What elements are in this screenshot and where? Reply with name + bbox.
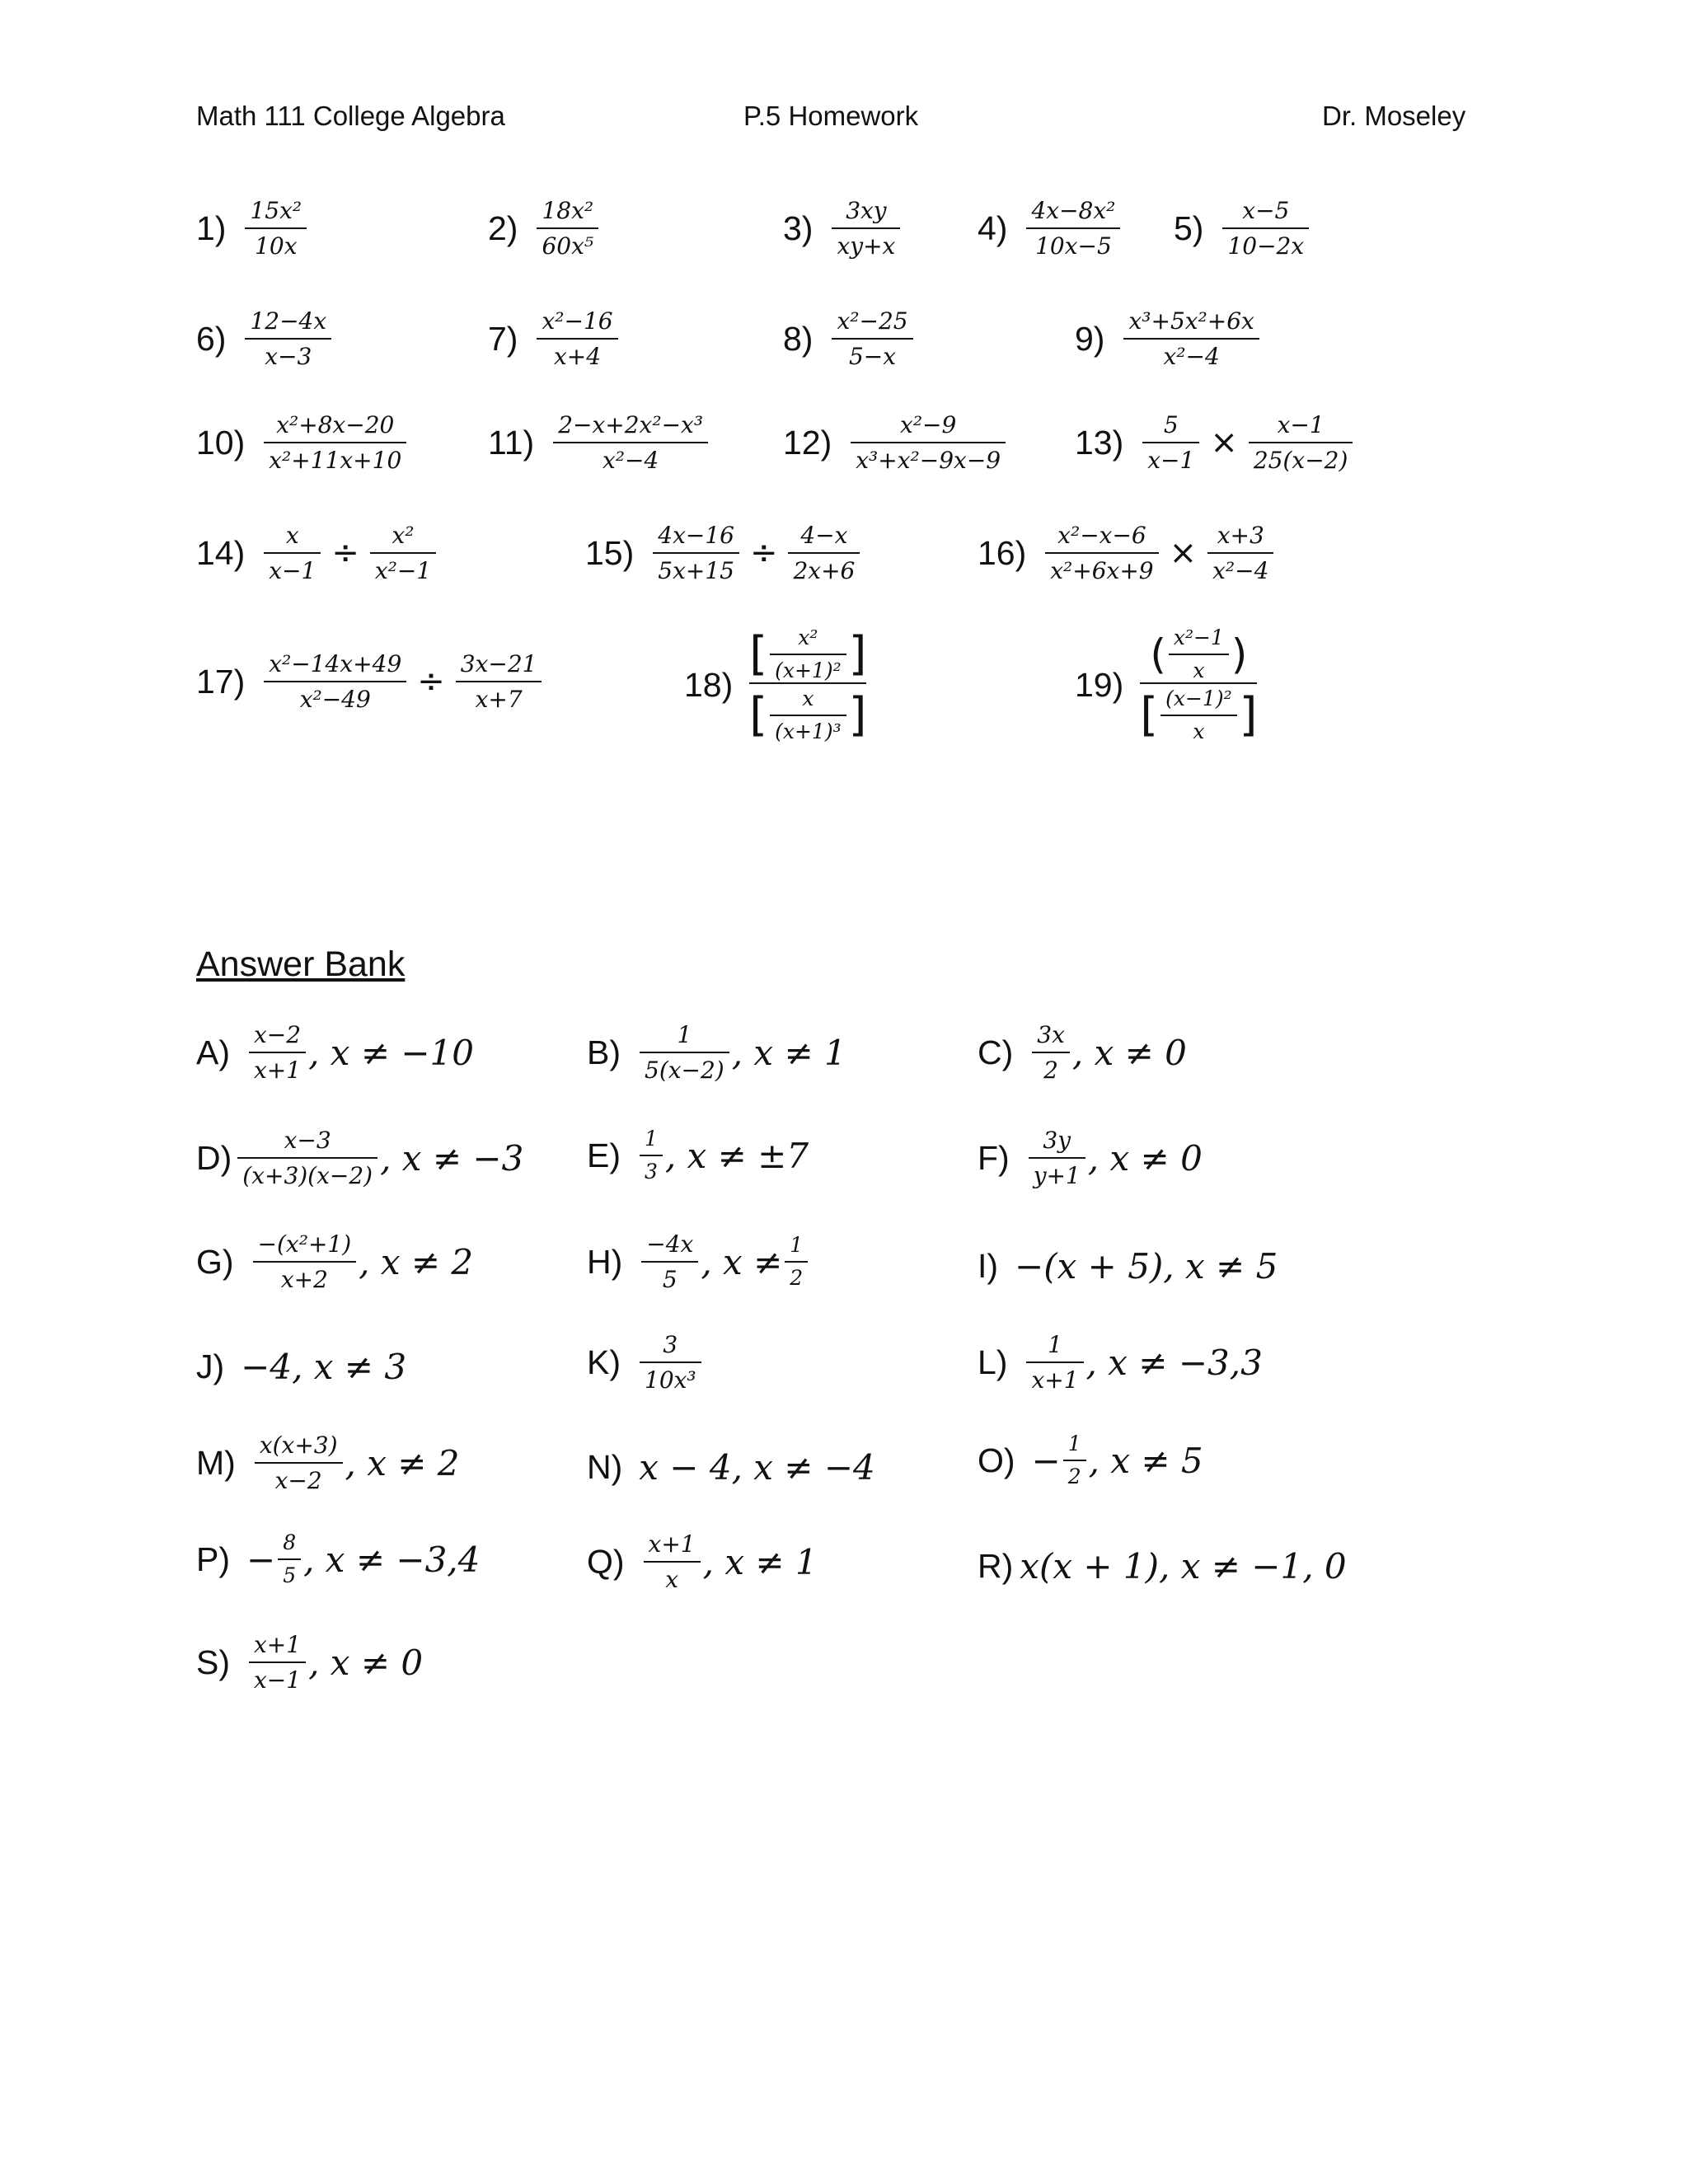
answer-fraction (640, 1127, 663, 1183)
answer-prefix: − (246, 1539, 276, 1580)
problem-fraction-b (788, 523, 860, 584)
problem-fraction (537, 198, 598, 260)
condition-fraction (785, 1234, 808, 1290)
denominator: 25(x−2) (1249, 442, 1353, 473)
assignment-title: P.5 Homework (743, 101, 919, 131)
answer-condition: , x ≠ 0 (1087, 1137, 1203, 1179)
problem-6 (196, 308, 334, 370)
denominator: y+1 (1029, 1157, 1085, 1188)
problem-fraction-b (1249, 412, 1353, 474)
answer-expression: −(x + 5), x ≠ 5 (1015, 1246, 1278, 1286)
problem-12 (783, 412, 1008, 474)
denominator: x³+x²−9x−9 (851, 442, 1006, 473)
answer-q (587, 1531, 818, 1593)
denominator: x (644, 1561, 701, 1592)
numerator: x−3 (284, 1127, 331, 1154)
problem-fraction-b (370, 523, 436, 584)
answer-g (196, 1231, 473, 1293)
denominator: xy+x (832, 227, 900, 259)
problem-fraction-a (1045, 523, 1158, 584)
answer-fraction (278, 1531, 301, 1587)
answer-label: C) (978, 1033, 1014, 1071)
numerator: 3xy (846, 197, 887, 224)
answer-condition: , x ≠ −3,4 (303, 1539, 481, 1580)
complex-fraction (749, 626, 866, 743)
numerator: 1 (1067, 1432, 1081, 1455)
answer-b (587, 1022, 846, 1084)
denominator: x−1 (264, 552, 321, 583)
answer-a (196, 1022, 474, 1084)
problem-fraction (1026, 198, 1120, 260)
denominator: 5 (278, 1558, 301, 1587)
answer-fraction (249, 1632, 306, 1694)
problem-fraction (832, 198, 900, 260)
answer-j (196, 1347, 406, 1387)
denominator: x²+11x+10 (264, 442, 406, 473)
answer-label: M) (196, 1443, 236, 1482)
answer-label: L) (978, 1343, 1008, 1381)
answer-label: S) (196, 1643, 230, 1681)
answer-e (587, 1127, 809, 1183)
problem-fraction (1222, 198, 1309, 260)
answer-label: A) (196, 1033, 230, 1071)
numerator: (x−1)² (1165, 687, 1232, 710)
denominator: x−1 (1142, 442, 1199, 473)
problem-10 (196, 412, 409, 474)
answer-condition: , x ≠ 1 (731, 1032, 846, 1073)
course-title: Math 111 College Algebra (196, 101, 505, 131)
numerator: x−5 (1242, 197, 1290, 224)
denominator: 2 (785, 1261, 808, 1290)
denominator: x−1 (249, 1661, 306, 1693)
denominator: 10x (245, 227, 307, 259)
problem-14 (196, 523, 438, 584)
numerator: x−2 (254, 1021, 302, 1048)
problem-fraction (245, 308, 331, 370)
problem-label: 5) (1174, 209, 1204, 247)
problem-label: 4) (978, 209, 1008, 247)
answer-condition: , x ≠ (701, 1241, 783, 1282)
problem-3 (783, 198, 903, 260)
numerator: −4x (646, 1230, 694, 1258)
answer-fraction (237, 1127, 377, 1189)
denominator: x²+6x+9 (1045, 552, 1158, 583)
denominator: 3 (640, 1155, 663, 1183)
divide-operator: ÷ (331, 534, 359, 573)
denominator: x²−4 (553, 442, 708, 473)
answer-fraction (641, 1231, 698, 1293)
bracketed-numerator: [ $\frac{\text{x²}}{\text{(x+1)²}}$ ] (749, 626, 867, 682)
problem-fraction (553, 412, 708, 474)
problem-label: 12) (783, 423, 832, 462)
problem-19 (1075, 626, 1257, 743)
divide-operator: ÷ (749, 534, 778, 573)
denominator: 5x+15 (653, 552, 739, 583)
answer-condition: , x ≠ −10 (308, 1032, 474, 1073)
denominator: x+1 (1026, 1361, 1083, 1393)
problem-fraction (1123, 308, 1259, 370)
answer-n (587, 1447, 875, 1488)
problem-label: 16) (978, 533, 1027, 572)
answer-label: R) (978, 1547, 1014, 1585)
answer-c (978, 1022, 1187, 1084)
denominator: 5 (641, 1261, 698, 1292)
times-operator: × (1210, 424, 1238, 462)
problem-5 (1174, 198, 1311, 260)
numerator: 3x−21 (460, 650, 537, 677)
problem-fraction-a (1142, 412, 1199, 474)
problem-label: 9) (1075, 319, 1105, 358)
problem-15 (585, 523, 862, 584)
numerator: x³+5x²+6x (1128, 307, 1254, 335)
numerator: −(x²+1) (257, 1230, 352, 1258)
answer-label: P) (196, 1540, 230, 1578)
numerator: 4x−16 (658, 522, 734, 549)
answer-condition: , x ≠ ±7 (664, 1135, 809, 1176)
problem-9 (1075, 308, 1262, 370)
numerator: x²−9 (900, 411, 957, 438)
denominator: x²−4 (1123, 338, 1259, 369)
problem-fraction (245, 198, 307, 260)
answer-prefix: − (1031, 1440, 1061, 1481)
answer-fraction (1032, 1022, 1070, 1084)
denominator: x²−4 (1207, 552, 1273, 583)
problem-4 (978, 198, 1123, 260)
answer-h (587, 1231, 810, 1293)
numerator: x+1 (254, 1631, 302, 1658)
numerator: 15x² (250, 197, 302, 224)
numerator: x²−14x+49 (269, 650, 402, 677)
denominator: 5−x (832, 338, 912, 369)
problem-label: 6) (196, 319, 227, 358)
answer-label: K) (587, 1343, 621, 1381)
problem-label: 8) (783, 319, 814, 358)
numerator: x²−1 (1173, 626, 1224, 649)
denominator: x (1160, 715, 1236, 743)
answer-label: B) (587, 1033, 621, 1071)
answer-d (196, 1127, 523, 1189)
answer-fraction (1063, 1432, 1086, 1488)
denominator: x+7 (456, 681, 542, 712)
numerator: 1 (790, 1233, 804, 1258)
answer-condition: , x ≠ −3 (380, 1137, 524, 1179)
answer-fraction (1026, 1332, 1083, 1394)
answer-fraction (253, 1231, 357, 1293)
answer-condition: , x ≠ 2 (345, 1442, 460, 1483)
answer-l (978, 1332, 1263, 1394)
answer-label: E) (587, 1136, 621, 1174)
answer-f (978, 1127, 1203, 1189)
answer-label: O) (978, 1441, 1015, 1479)
numerator: 1 (677, 1021, 692, 1048)
numerator: x² (392, 522, 415, 549)
denominator: x+1 (249, 1052, 306, 1083)
answer-p (196, 1531, 480, 1587)
problem-8 (783, 308, 916, 370)
answer-expression: −4, x ≠ 3 (241, 1347, 407, 1387)
problem-label: 11) (488, 423, 535, 462)
problem-11 (488, 412, 710, 474)
answer-label: N) (587, 1448, 623, 1486)
answer-label: F) (978, 1138, 1010, 1177)
answer-r (978, 1546, 1347, 1586)
answer-condition: , x ≠ 0 (308, 1642, 424, 1683)
answer-o (978, 1432, 1203, 1488)
answer-label: I) (978, 1247, 999, 1285)
instructor-name: Dr. Moseley (1322, 101, 1466, 131)
answer-condition: , x ≠ 0 (1071, 1032, 1187, 1073)
problem-fraction (537, 308, 617, 370)
answer-fraction (255, 1432, 343, 1494)
answer-bank-title: Answer Bank (196, 944, 406, 984)
times-operator: × (1169, 534, 1198, 573)
problem-2 (488, 198, 601, 260)
problem-label: 13) (1075, 423, 1124, 462)
answer-m (196, 1432, 460, 1494)
numerator: 2−x+2x²−x³ (558, 411, 704, 438)
answer-fraction (644, 1531, 701, 1593)
answer-condition: , x ≠ −3,3 (1085, 1342, 1263, 1383)
problem-label: 17) (196, 662, 246, 701)
problem-fraction-a (264, 651, 406, 713)
denominator: x−3 (245, 338, 331, 369)
numerator: 3y (1043, 1127, 1071, 1154)
numerator: x²+8x−20 (276, 411, 395, 438)
answer-s (196, 1632, 423, 1694)
answer-condition: , x ≠ 5 (1088, 1440, 1203, 1481)
denominator: 2 (1063, 1460, 1086, 1488)
divide-operator: ÷ (417, 663, 445, 701)
numerator: x(x+3) (259, 1432, 338, 1459)
answer-condition: , x ≠ 2 (359, 1241, 474, 1282)
denominator: 10x³ (640, 1361, 701, 1393)
numerator: 4−x (800, 522, 848, 549)
problem-fraction-a (653, 523, 739, 584)
problem-fraction-b (1207, 523, 1273, 584)
problem-fraction-b (456, 651, 542, 713)
problem-fraction-a (264, 523, 321, 584)
numerator: 12−4x (250, 307, 327, 335)
problem-fraction (851, 412, 1006, 474)
denominator: x²−1 (370, 552, 436, 583)
problem-fraction (832, 308, 912, 370)
denominator: x+4 (537, 338, 617, 369)
answer-label: D) (196, 1138, 232, 1177)
numerator: x² (798, 626, 818, 649)
numerator: x²−25 (837, 307, 908, 335)
numerator: x+1 (648, 1530, 696, 1558)
problem-16 (978, 523, 1276, 584)
problem-label: 7) (488, 319, 518, 358)
bracketed-denominator: [ $\frac{x}{\text{(x+1)³}}$ ] (749, 682, 866, 743)
problem-18 (684, 626, 866, 743)
denominator: 10x−5 (1026, 227, 1120, 259)
answer-label: H) (587, 1242, 623, 1281)
numerator: 4x−8x² (1031, 197, 1116, 224)
problem-7 (488, 308, 621, 370)
denominator: (x+1)³ (770, 715, 846, 743)
problem-label: 10) (196, 423, 246, 462)
problem-label: 1) (196, 209, 227, 247)
denominator: x²−49 (264, 681, 406, 712)
denominator: x−2 (255, 1462, 343, 1493)
problem-1 (196, 198, 309, 260)
denominator: (x+3)(x−2) (237, 1157, 377, 1188)
numerator: 3x (1037, 1021, 1065, 1048)
denominator: x (1169, 654, 1229, 682)
problem-label: 3) (783, 209, 814, 247)
numerator: x (285, 522, 299, 549)
numerator: x−1 (1277, 411, 1325, 438)
denominator: 5(x−2) (640, 1052, 729, 1083)
answer-fraction (640, 1332, 701, 1394)
answer-k (587, 1332, 704, 1394)
numerator: x+3 (1217, 522, 1264, 549)
denominator: 2 (1032, 1052, 1070, 1083)
problem-label: 19) (1075, 665, 1124, 704)
problem-label: 14) (196, 533, 246, 572)
answer-i (978, 1246, 1278, 1286)
problem-17 (196, 651, 544, 713)
denominator: (x+1)² (770, 654, 846, 682)
answer-label: Q) (587, 1542, 625, 1581)
numerator: x (802, 687, 814, 710)
denominator: x+2 (253, 1261, 357, 1292)
answer-label: J) (196, 1347, 225, 1385)
denominator: 10−2x (1222, 227, 1309, 259)
answer-fraction (640, 1022, 729, 1084)
complex-fraction (1140, 626, 1257, 743)
numerator: 3 (663, 1331, 678, 1358)
problem-label: 2) (488, 209, 518, 247)
numerator: 5 (1163, 411, 1179, 438)
numerator: x²−x−6 (1057, 522, 1146, 549)
answer-fraction (249, 1022, 306, 1084)
parenthesized-numerator: ( $\frac{\text{x²−1}}{x}$ ) (1150, 626, 1248, 682)
problem-fraction (264, 412, 406, 474)
problem-label: 15) (585, 533, 635, 572)
numerator: 8 (283, 1530, 297, 1554)
problem-label: 18) (684, 665, 734, 704)
denominator: 2x+6 (788, 552, 860, 583)
bracketed-denominator: [ $\frac{\text{(x−1)²}}{x}$ ] (1140, 682, 1257, 743)
denominator: 60x⁵ (537, 227, 598, 259)
answer-fraction (1029, 1127, 1085, 1189)
answer-label: G) (196, 1242, 234, 1281)
answer-condition: , x ≠ 1 (702, 1541, 818, 1582)
numerator: 1 (1048, 1331, 1062, 1358)
answer-expression: x − 4, x ≠ −4 (639, 1447, 875, 1488)
answer-expression: x(x + 1), x ≠ −1, 0 (1020, 1546, 1347, 1586)
problem-13 (1075, 412, 1355, 474)
numerator: 18x² (542, 197, 594, 224)
numerator: x²−16 (542, 307, 613, 335)
numerator: 1 (645, 1127, 658, 1151)
